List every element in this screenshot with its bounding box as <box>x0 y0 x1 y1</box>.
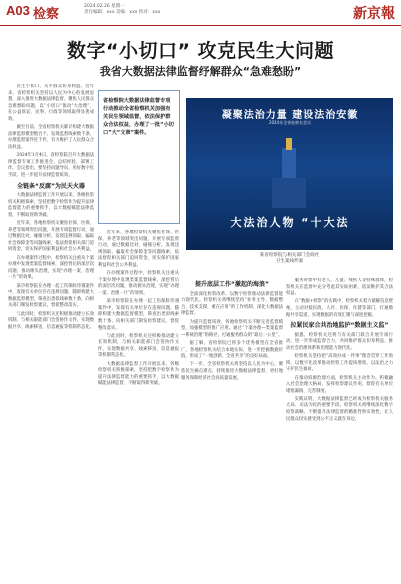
article-column-2 <box>98 230 179 578</box>
paragraph: 在推动诉源治理方面，检察机关主动作为，积极融入社会治理大格局，发挥检察建议作用，督促有关单位堵塞漏洞、完善制度。 <box>286 375 393 394</box>
paragraph: 据悉，检察机关还将与有关部门联合开展专项行动，进一步形成监督合力，共同维护群众切身利益，推动社会治理体系和治理能力现代化。 <box>286 332 393 351</box>
news-photo <box>186 98 393 250</box>
paragraph: 实践证明，大数据法律监督已经成为检察机关服务大局、司法为民的重要手段。检察机关将继续深化数字检察战略，不断提升法律监督的精准性和实效性，让人民群众切实感受到公平正义就在身边。 <box>286 396 393 422</box>
header-meta <box>84 4 160 16</box>
paragraph: 全面深化检察改革，以数字检察推动法律监督能力现代化。检察机关将继续坚持“业务主导、数据整合、技术支撑、重在应用”的工作机制，深化大数据法律监督。 <box>181 291 283 317</box>
paragraph: 某市检察院在办理一起工伤保险待遇案件中，发现有关单位存在违规问题，随即构建大数据监督模型，筛查出类似线索数十条，向相关部门制发检察建议，督促整改落实。 <box>8 283 94 309</box>
paragraph: 在办理案件过程中，检察机关注重从个案办理中发现类案监督线索，深挖背后的深层次问题，推动源头治理，实现“办理一案、治理一片”的效果。 <box>98 271 179 296</box>
paragraph: 近年来，各地检察机关聚焦社保、医保、养老等领域突出问题，开展专项监督行动，通过数据比对、碰撞分析，发现违规领取、骗取社会保障金等问题线索，依法督促相关部门追回资金，切实保护国家利益和社会公共利益。 <box>8 221 94 253</box>
subsection-title-3: 拉紧民家合共治地监护“数据主义监” <box>290 322 389 330</box>
paragraph: 下一步，全省检察机关将坚持以人民为中心，聚焦民生痛点难点，持续推进大数据法律监督，更好地服务保障经济社会高质量发展。 <box>181 362 283 381</box>
paragraph: 与此同时，检察机关还积极推动建立长效机制，与相关职能部门会签协作文件，实现数据共享、线索移送、信息通报等机制常态化。 <box>98 333 179 359</box>
paragraph: 与此同时，检察机关还积极推动建立长效机制，与相关职能部门会签协作文件，实现数据共享、线索移送、信息通报等机制常态化。 <box>8 311 94 330</box>
callout-box <box>98 90 180 224</box>
subsection-title-2: 提升底层工作“激起的海浪” <box>195 281 269 288</box>
paragraph: 近年来，各地检察机关聚焦社保、医保、养老等领域突出问题，开展专项监督行动，通过数据比对、碰撞分析，发现违规领取、骗取社会保障金等问题线索，依法督促相关部门追回资金，切实保护国家利益和社会公共利益。 <box>98 230 179 268</box>
photo-caption-line-2: 卫生案线件案 <box>275 259 304 264</box>
photo-caption-line-1: 某省检察院与相关部门会商社 <box>259 253 320 258</box>
paragraph: 大数据法律监督工作开展以来，各级检察机关积极探索，坚持把数字检察作为提升法律监督能力的重要抓手，以大数据赋能法律监督，不断取得新突破。 <box>8 193 94 218</box>
paragraph: 据了解，省检察院已将多个优秀模型在全省推广，各地检察机关结合本地实际，进一步挖掘数据价值，形成了“一地创新、全省共享”的良好局面。 <box>181 340 283 360</box>
meta-editors: 责任编辑：xxx 美编：xxx 校对：xxx <box>84 10 161 15</box>
paragraph: 某市检察院在办理一起工伤保险待遇案件中，发现有关单位存在违规问题，随即构建大数据监督模型，筛查出类似线索数十条，向相关部门制发检察建议，督促整改落实。 <box>98 299 179 331</box>
paragraph: 在办理案件过程中，检察机关注重从个案办理中发现类案监督线索，深挖背后的深层次问题，推动源头治理，实现“办理一案、治理一片”的效果。 <box>8 255 94 281</box>
photo-bottom-text: 大法治人物 “十大法 <box>230 216 350 229</box>
article-subheadline: 我省大数据法律监督纾解群众“急难愁盼” <box>99 65 302 78</box>
paragraph: 检察机关坚持把“高效办成一件事”理念贯穿工作始终，以数字化改革推动检察工作提质增效，以法治之力守护民生福祉。 <box>286 354 393 373</box>
page-number: A03 <box>6 3 30 18</box>
paragraph: 服务对象中有老人、儿童、残疾人等特殊群体，检察机关在监督中充分考虑其实际困难，依法维护其合法权益。 <box>286 278 393 297</box>
photo-caption <box>186 253 393 265</box>
paragraph: 为提升监督质效，各地检察机关不断完善监督模型，加强模型的推广应用。通过“个案办理—类案监督—系统治理”的路径，打通服务群众的“最后一公里”。 <box>181 319 283 338</box>
building-icon <box>264 138 314 208</box>
paragraph: 大数据法律监督工作开展以来，各级检察机关积极探索，坚持把数字检察作为提升法律监督能力的重要抓手，以大数据赋能法律监督，不断取得新突破。 <box>98 361 179 387</box>
paragraph: 民生小切口，关乎群众切身利益。近年来，省检察机关坚持以人民为中心的发展思想，深入推进大数据法律监督，聚焦人民群众急难愁盼问题，以“小切口”推动“大治理”，在公益诉讼、民事、行政等领域取得显著成效。 <box>8 84 94 122</box>
paragraph: 截至目前，全省检察机关累计构建大数据法律监督模型数百个，发现监督线索数千条，办理监督案件近千件，有力维护了人民群众合法权益。 <box>8 125 94 150</box>
article-column-3 <box>181 278 283 578</box>
meta-date: 2024.02.26 星期一 <box>84 4 125 9</box>
section-name: 检察 <box>33 7 60 22</box>
photo-subline: 2024年全省检察长会议 <box>268 120 312 125</box>
article-column-1 <box>8 84 94 578</box>
paragraph: 2024年1月4日，省检察院召开大数据法律监督专项工作推进会，总结经验，部署工作。会议指出，要坚持问题导向，用好数字化手段，进一步提升法律监督质效。 <box>8 153 94 178</box>
paragraph: 在“数据+检察”的实践中，检察机关着力破解信息壁垒，主动对接民政、人社、医保、住建等部门，打通数据共享渠道，实现数据的有效汇聚与深度挖掘。 <box>286 299 393 318</box>
article-headline: 数字“小切口” 攻克民生大问题 <box>66 40 335 62</box>
newspaper-logo: 新京報 <box>353 6 395 22</box>
article-column-4 <box>286 278 393 578</box>
callout-text: 省检察院大数据法律监督专项行动推动全省检察机关加强有关民生领域监督，依法保护群众合法权益，办理了一批“小切口”大“文章”案件。 <box>103 98 174 136</box>
photo-slogan: 凝聚法治力量 建设法治安徽 <box>221 110 359 121</box>
subsection-title-1: 全链条“反腐”为民天火器 <box>17 182 85 190</box>
page-header <box>0 0 401 26</box>
